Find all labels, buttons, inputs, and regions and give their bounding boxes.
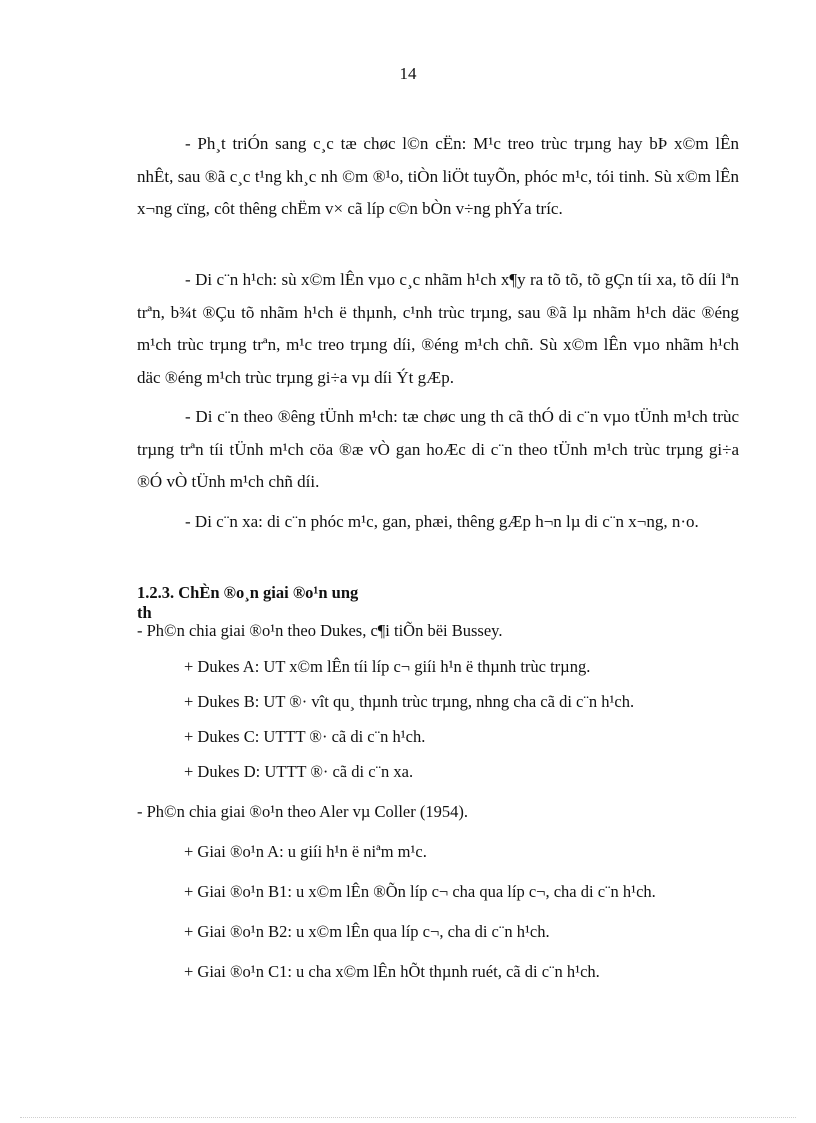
paragraph-venous-metastasis: - Di c¨n theo ®êng tÜnh m¹ch: tæ chøc ung th cã thÓ di c¨n vµo tÜnh m¹ch trùc trµng trªn tíi tÜnh m¹ch cöa ®æ vÒ gan hoÆc di c¨n theo tÜnh m¹ch trùc trµng gi÷a ®Ó vÒ tÜnh m¹ch chñ díi.: [137, 407, 739, 491]
dukes-item-b: + Dukes B: UT ®· vît qu¸ thµnh trùc trµng, nhng cha cã di c¨n h¹ch.: [184, 692, 635, 711]
section-heading: 1.2.3. ChÈn ®o¸n giai ®o¹n ung th: [137, 583, 359, 622]
aler-item-b2: + Giai ®o¹n B2: u x©m lÊn qua líp c¬, cha di c¨n h¹ch.: [184, 922, 550, 941]
paragraph-local-invasion: - Ph¸t triÓn sang c¸c tæ chøc l©n cËn: M¹c treo trùc trµng hay bÞ x©m lÊn nhÊt, sau ®ã c¸c t¹ng kh¸c nh ©m ®¹o, tiÒn liÖt tuyÕn, phóc m¹c, tói tinh. Sù x©m lÊn x¬ng cïng, côt thêng chËm v× cã líp c©n bÒn v÷ng phÝa tríc.: [137, 134, 739, 218]
page-bottom-divider: [20, 1117, 796, 1118]
aler-item-a: + Giai ®o¹n A: u giíi h¹n ë niªm m¹c.: [184, 842, 427, 861]
dukes-intro: - Ph©n chia giai ®o¹n theo Dukes, c¶i tiÕn bëi Bussey.: [137, 621, 503, 640]
dukes-item-d: + Dukes D: UTTT ®· cã di c¨n xa.: [184, 762, 414, 781]
aler-intro: - Ph©n chia giai ®o¹n theo Aler vµ Coller (1954).: [137, 802, 468, 821]
dukes-item-a: + Dukes A: UT x©m lÊn tíi líp c¬ giíi h¹n ë thµnh trùc trµng.: [184, 657, 591, 676]
page-number: 14: [399, 64, 417, 83]
dukes-item-c: + Dukes C: UTTT ®· cã di c¨n h¹ch.: [184, 727, 426, 746]
aler-item-b1: + Giai ®o¹n B1: u x©m lÊn ®Õn líp c¬ cha qua líp c¬, cha di c¨n h¹ch.: [184, 882, 656, 901]
paragraph-distant-metastasis: - Di c¨n xa: di c¨n phóc m¹c, gan, phæi, thêng gÆp h¬n lµ di c¨n x¬ng, n·o.: [185, 512, 699, 531]
paragraph-lymph-metastasis: - Di c¨n h¹ch: sù x©m lÊn vµo c¸c nhãm h¹ch x¶y ra tõ tõ, tõ gÇn tíi xa, tõ díi lªn trªn, b¾t ®Çu tõ nhãm h¹ch ë thµnh, c¹nh trùc trµng, sau ®ã lµ nhãm h¹ch däc ®éng m¹ch trùc trµng trªn, m¹c treo trµng díi, ®éng m¹ch chñ. Sù x©m lÊn vµo nhãm h¹ch däc ®éng m¹ch trùc trµng gi÷a vµ díi Ýt gÆp.: [137, 270, 739, 387]
aler-item-c1: + Giai ®o¹n C1: u cha x©m lÊn hÕt thµnh ruét, cã di c¨n h¹ch.: [184, 962, 600, 981]
